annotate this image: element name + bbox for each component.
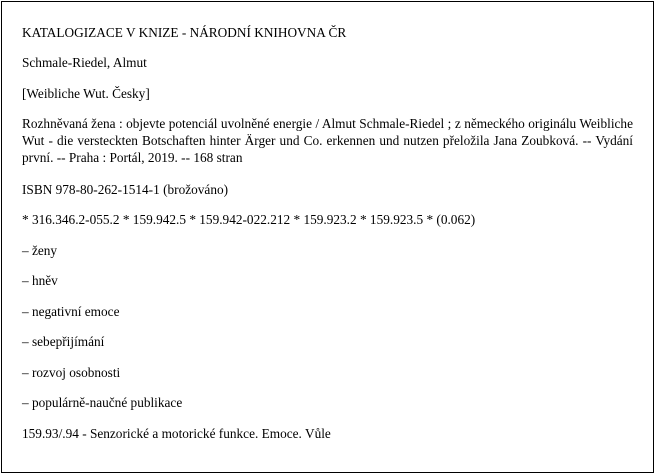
catalog-record-card [1,1,654,473]
record-isbn: ISBN 978-80-262-1514-1 (brožováno) [22,181,229,197]
subject-heading: – sebepřijímání [22,334,105,350]
subject-heading: – negativní emoce [22,303,120,319]
record-author: Schmale-Riedel, Almut [22,55,147,71]
record-description: Rozhněvaná žena : objevte potenciál uvolněné energie / Almut Schmale-Riedel ; z německého originálu Weibliche Wut - die versteckten Botschaften hinter Ärger und Co. erkennen und nutzen přeložila Jana Zoubková. -- Vydání první. -- Praha : Portál, 2019. -- 168 stran [22,115,633,166]
subject-heading: – populárně-naučné publikace [22,395,183,411]
record-header: KATALOGIZACE V KNIZE - NÁRODNÍ KNIHOVNA ČR [22,25,347,40]
subject-heading: – rozvoj osobnosti [22,364,121,380]
record-classification: * 316.346.2-055.2 * 159.942.5 * 159.942-022.212 * 159.923.2 * 159.923.5 * (0.062) [22,211,476,227]
record-uniform-title: [Weibliche Wut. Česky] [22,85,150,101]
record-conspectus: 159.93/.94 - Senzorické a motorické funkce. Emoce. Vůle [22,425,331,441]
subject-heading: – hněv [22,273,58,289]
subject-heading: – ženy [22,242,58,258]
